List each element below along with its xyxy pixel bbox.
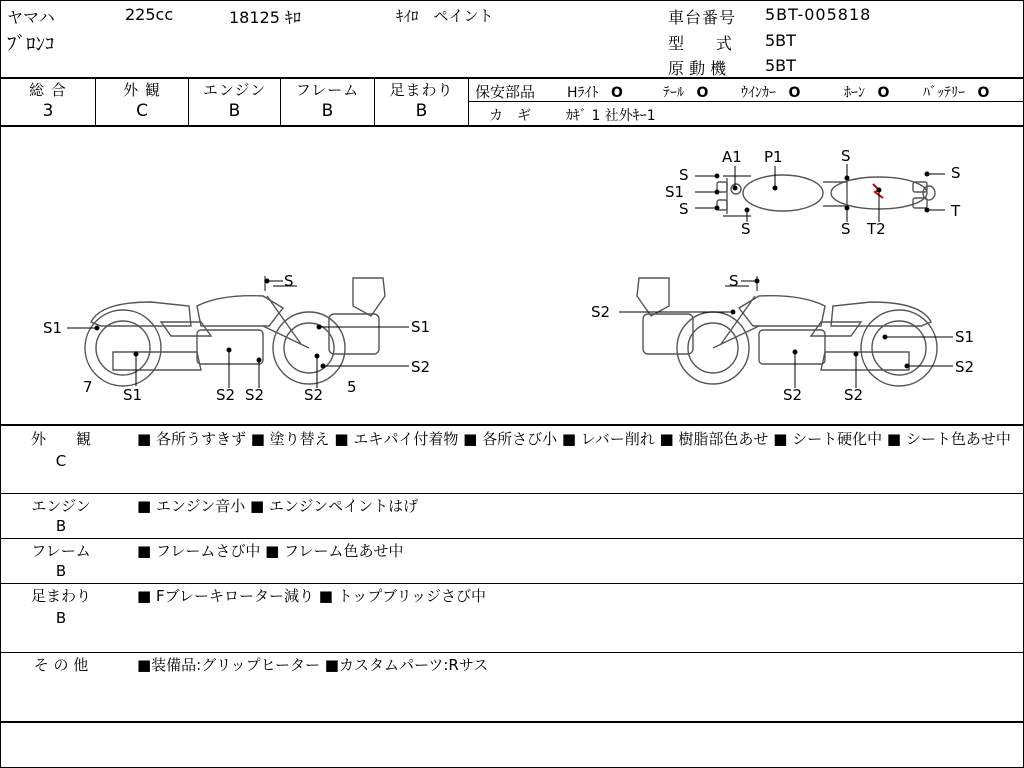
safety-parts-label: 保安部品: [475, 83, 536, 101]
safety-item-tail: [663, 82, 708, 102]
diagram-label: S: [679, 166, 689, 184]
diagram-label: S1: [123, 386, 143, 404]
frame-no: 5BT-005818: [765, 5, 872, 24]
displacement: 225cc: [125, 5, 174, 24]
section-suspension: [1, 585, 1023, 651]
section-label: 足まわり: [30, 587, 91, 605]
grade-value: C: [136, 101, 148, 121]
maker: ヤマハ: [7, 8, 55, 27]
divider: [1, 721, 1023, 723]
grade-value: B: [228, 101, 241, 121]
section-frame: [1, 540, 1023, 582]
status-mark: O: [696, 85, 709, 101]
grade-label: エンジン: [202, 81, 267, 99]
diagram-label: S2: [411, 358, 431, 376]
divider: [468, 79, 469, 125]
status-mark: O: [977, 85, 990, 101]
section-other: [1, 654, 1023, 720]
safety-item-name: ｳｲﾝｶｰ: [741, 85, 776, 101]
bike-left-side: [85, 276, 385, 386]
safety-item-name: Hﾗｲﾄ: [567, 85, 599, 101]
grade-label: 外 観: [123, 81, 161, 99]
diagram-label: S1: [411, 318, 431, 336]
grade-value: B: [321, 101, 334, 121]
divider: [1, 538, 1023, 539]
section-grade: B: [55, 609, 67, 627]
section-label: そ の 他: [33, 656, 89, 674]
diagram-label: S2: [783, 386, 803, 404]
diagram-label: S2: [844, 386, 864, 404]
section-label: 外 観: [30, 430, 91, 448]
safety-item-name: ﾎｰﾝ: [844, 85, 865, 101]
diagram-label: T: [951, 202, 961, 220]
divider: [1, 583, 1023, 584]
section-grade: B: [55, 562, 67, 580]
diagram-label: S: [741, 220, 751, 238]
bike-top-view: [717, 175, 935, 216]
mileage: 18125 ｷﾛ: [229, 8, 301, 27]
status-mark: O: [610, 85, 623, 101]
section-text: ■ 各所うすきず ■ 塗り替え ■ エキパイ付着物 ■ 各所さび小 ■ レバー削れ ■ 樹脂部色あせ ■ シート硬化中 ■ シート色あせ中: [137, 430, 1011, 448]
section-text: ■ エンジン音小 ■ エンジンペイントはげ: [137, 497, 419, 515]
diagram-label: S: [284, 272, 294, 290]
diagram-label: S: [841, 220, 851, 238]
section-exterior: [1, 426, 1023, 492]
safety-item-horn: [844, 82, 889, 102]
section-grade: B: [55, 517, 67, 535]
type-value: 5BT: [765, 31, 796, 50]
grade-exterior: [96, 79, 188, 125]
key-value: ｶｷﾞ 1 社外ｷｰ1: [566, 108, 656, 124]
section-text: ■ Fブレーキローター減り ■ トップブリッジさび中: [137, 587, 487, 605]
diagram-label: S: [841, 147, 851, 165]
model-name: ﾌﾞﾛﾝｺ: [7, 33, 55, 55]
grade-label: フレーム: [295, 81, 360, 99]
grade-value: 3: [42, 101, 54, 121]
diagram-label: S2: [304, 386, 324, 404]
engine-label: 原 動 機: [668, 59, 727, 78]
left-side-leaders: [67, 279, 409, 388]
grade-suspension: [375, 79, 468, 125]
grade-engine: [189, 79, 280, 125]
section-engine: [1, 495, 1023, 537]
divider: [1, 493, 1023, 494]
divider: [1, 652, 1023, 653]
bike-right-side: [637, 276, 937, 386]
diagram-label: S: [729, 272, 739, 290]
diagram-label: S: [951, 164, 961, 182]
section-label: フレーム: [31, 542, 91, 560]
safety-item-headlight: [567, 82, 623, 102]
safety-item-winker: [741, 82, 800, 102]
diagram-label: S2: [245, 386, 265, 404]
status-mark: O: [788, 85, 801, 101]
color: ｷｲﾛ ペイント: [396, 7, 494, 25]
key-label: カ ギ: [489, 108, 531, 124]
status-mark: O: [877, 85, 890, 101]
diagram-label: S1: [665, 183, 685, 201]
engine-value: 5BT: [765, 56, 796, 75]
grade-frame: [281, 79, 374, 125]
grade-label: 総 合: [29, 81, 67, 99]
diagram-label: S1: [43, 319, 63, 337]
diagram-label: S2: [591, 303, 611, 321]
diagram-label: S2: [216, 386, 236, 404]
grade-overall: [1, 79, 95, 125]
diagram-label: P1: [764, 148, 783, 166]
section-text: ■装備品:グリップヒーター ■カスタムパーツ:Rサス: [137, 656, 489, 674]
diagram-label: 7: [83, 378, 93, 396]
diagram-label: A1: [722, 148, 742, 166]
section-text: ■ フレームさび中 ■ フレーム色あせ中: [137, 542, 404, 560]
section-label: エンジン: [31, 497, 91, 515]
grade-value: B: [415, 101, 428, 121]
safety-item-battery: [923, 82, 989, 102]
diagram-label: S1: [955, 328, 975, 346]
safety-item-name: ﾊﾞｯﾃﾘｰ: [923, 85, 965, 101]
grade-label: 足まわり: [389, 81, 454, 99]
damage-diagram: [1, 126, 1023, 424]
safety-item-name: ﾃｰﾙ: [663, 85, 684, 101]
diagram-label: T2: [867, 220, 886, 238]
diagram-label: 5: [347, 378, 357, 396]
diagram-label: S2: [955, 358, 975, 376]
type-label: 型 式: [668, 34, 733, 53]
diagram-label: S: [679, 200, 689, 218]
frame-no-label: 車台番号: [668, 8, 737, 27]
section-grade: C: [55, 452, 67, 470]
